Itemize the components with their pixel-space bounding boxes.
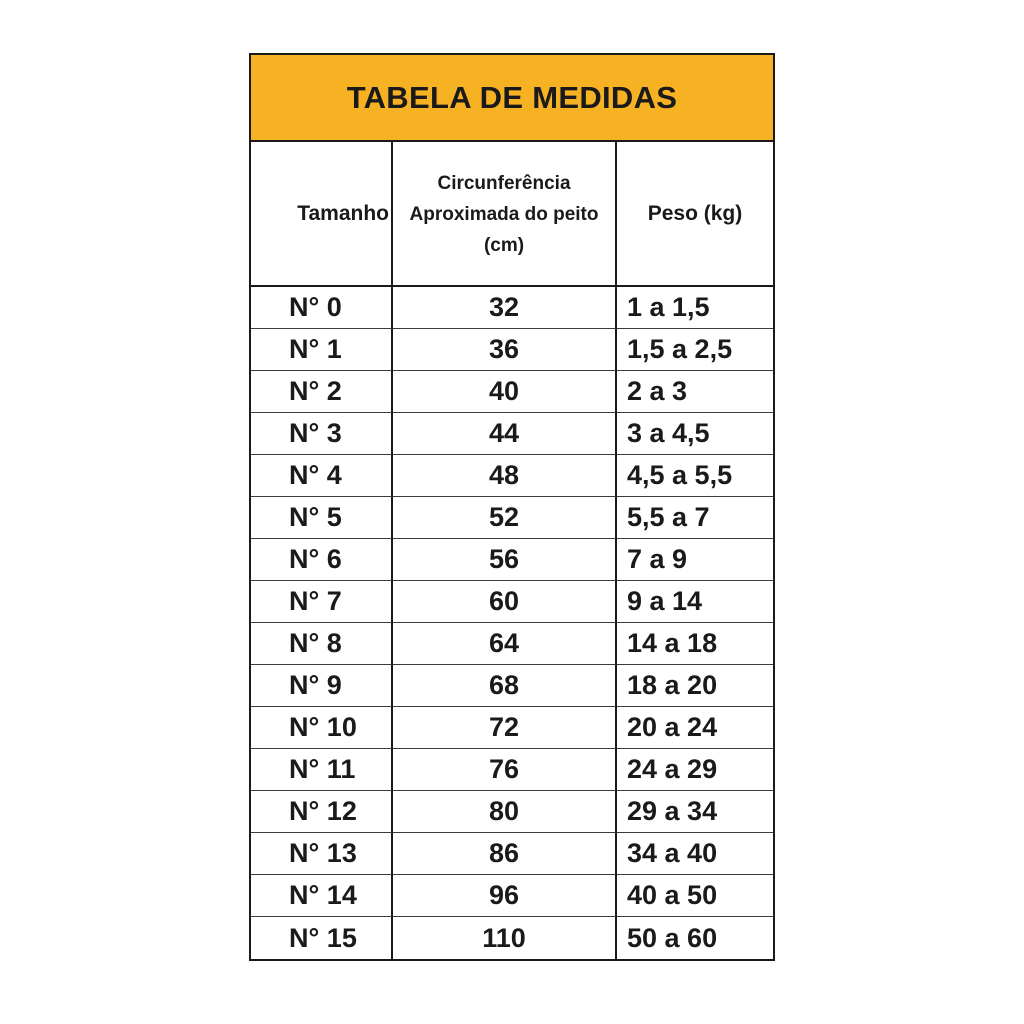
weight-cell: 2 a 3 <box>617 371 773 413</box>
chest-cell: 86 <box>393 833 617 875</box>
header-chest-line1: Circunferência <box>437 173 571 194</box>
chest-cell: 52 <box>393 497 617 539</box>
weight-cell: 4,5 a 5,5 <box>617 455 773 497</box>
chest-cell: 80 <box>393 791 617 833</box>
weight-cell: 1,5 a 2,5 <box>617 329 773 371</box>
size-cell: N° 3 <box>251 413 393 455</box>
size-cell: N° 12 <box>251 791 393 833</box>
chest-cell: 72 <box>393 707 617 749</box>
size-cell: N° 4 <box>251 455 393 497</box>
size-cell: N° 0 <box>251 287 393 329</box>
table-grid <box>251 142 773 959</box>
chest-cell: 68 <box>393 665 617 707</box>
weight-cell: 18 a 20 <box>617 665 773 707</box>
size-cell: N° 6 <box>251 539 393 581</box>
weight-cell: 34 a 40 <box>617 833 773 875</box>
chest-cell: 44 <box>393 413 617 455</box>
weight-cell: 5,5 a 7 <box>617 497 773 539</box>
size-cell: N° 2 <box>251 371 393 413</box>
weight-cell: 7 a 9 <box>617 539 773 581</box>
size-cell: N° 5 <box>251 497 393 539</box>
size-cell: N° 9 <box>251 665 393 707</box>
size-cell: N° 1 <box>251 329 393 371</box>
chest-cell: 56 <box>393 539 617 581</box>
header-chest-line3: (cm) <box>483 235 525 256</box>
chest-cell: 64 <box>393 623 617 665</box>
header-weight: Peso (kg) <box>617 142 773 287</box>
size-table <box>249 53 775 961</box>
size-cell: N° 11 <box>251 749 393 791</box>
chest-cell: 76 <box>393 749 617 791</box>
weight-cell: 9 a 14 <box>617 581 773 623</box>
chest-cell: 96 <box>393 875 617 917</box>
size-cell: N° 10 <box>251 707 393 749</box>
weight-cell: 20 a 24 <box>617 707 773 749</box>
weight-cell: 40 a 50 <box>617 875 773 917</box>
weight-cell: 14 a 18 <box>617 623 773 665</box>
size-cell: N° 14 <box>251 875 393 917</box>
chest-cell: 32 <box>393 287 617 329</box>
chest-cell: 60 <box>393 581 617 623</box>
size-cell: N° 7 <box>251 581 393 623</box>
weight-cell: 1 a 1,5 <box>617 287 773 329</box>
chest-cell: 48 <box>393 455 617 497</box>
chest-cell: 36 <box>393 329 617 371</box>
weight-cell: 3 a 4,5 <box>617 413 773 455</box>
weight-cell: 50 a 60 <box>627 922 718 953</box>
header-size: Tamanho <box>251 142 393 287</box>
header-chest <box>393 142 617 287</box>
weight-cell: 29 a 34 <box>617 791 773 833</box>
size-cell: N° 8 <box>251 623 393 665</box>
size-cell: N° 15 <box>251 917 393 959</box>
weight-cell: 24 a 29 <box>617 749 773 791</box>
header-chest-line2: Aproximada do peito <box>409 204 599 225</box>
table-title: TABELA DE MEDIDAS <box>251 55 773 142</box>
size-cell: N° 13 <box>251 833 393 875</box>
chest-cell: 110 <box>393 917 617 959</box>
chest-cell: 40 <box>393 371 617 413</box>
